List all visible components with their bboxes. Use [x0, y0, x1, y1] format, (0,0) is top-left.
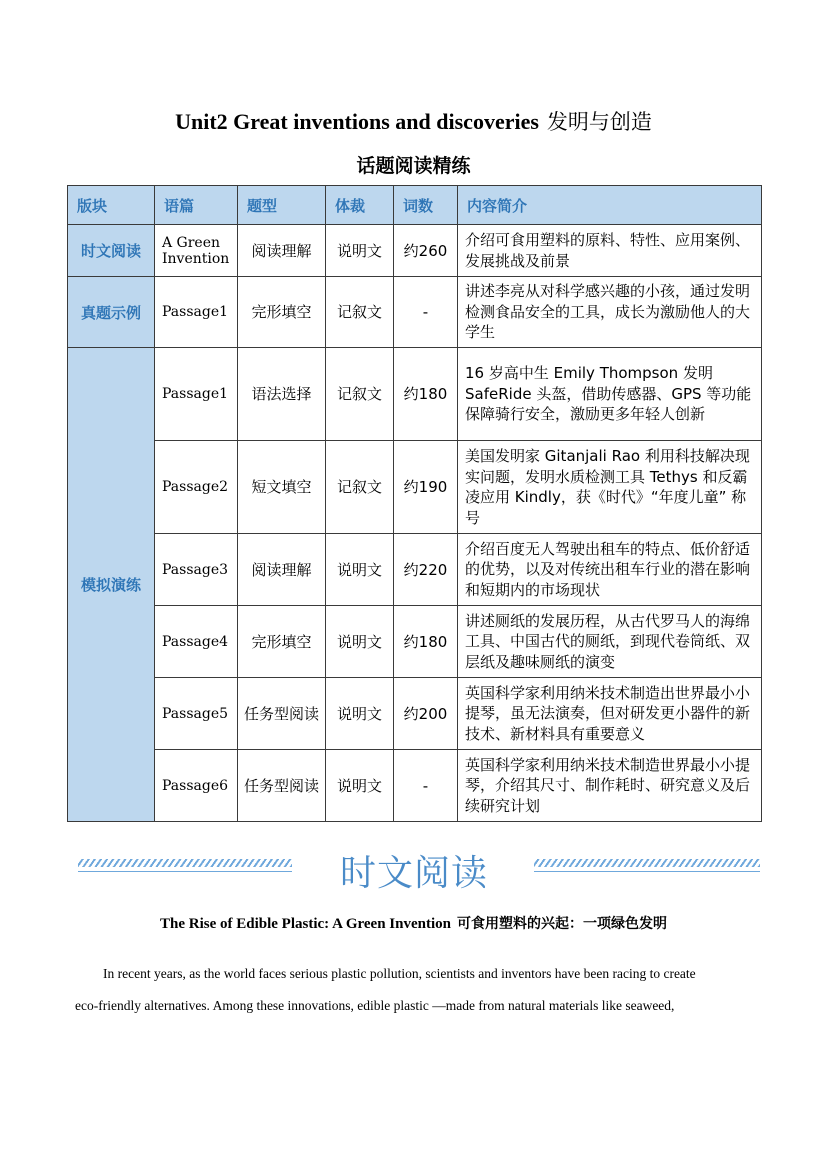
question-type-cell: 语法选择: [238, 348, 326, 441]
summary-cell: 介绍百度无人驾驶出租车的特点、低价舒适的优势，以及对传统出租车行业的潜在影响和短期内的市场现状: [458, 534, 762, 606]
article-title: [0, 913, 827, 933]
article-title-cn: 可食用塑料的兴起：一项绿色发明: [456, 916, 667, 932]
table-row: [68, 606, 762, 678]
summary-cell: 英国科学家利用纳米技术制造世界最小小提琴，介绍其尺寸、制作耗时、研究意义及后续研究计划: [458, 750, 762, 822]
word-count-cell: -: [394, 277, 458, 348]
summary-cell: 英国科学家利用纳米技术制造出世界最小小提琴，虽无法演奏，但对研发更小器件的新技术、新材料具有重要意义: [458, 678, 762, 750]
document-title-cn: 发明与创造: [546, 110, 652, 134]
word-count-cell: 约200: [394, 678, 458, 750]
passage-cell: A Green Invention: [155, 225, 238, 277]
question-type-cell: 完形填空: [238, 277, 326, 348]
section-cell: 真题示例: [68, 277, 155, 348]
word-count-cell: 约220: [394, 534, 458, 606]
table-row: [68, 750, 762, 822]
word-count-cell: -: [394, 750, 458, 822]
word-count-cell: 约190: [394, 441, 458, 534]
question-type-cell: 完形填空: [238, 606, 326, 678]
table-row: [68, 534, 762, 606]
banner-line-left: [78, 871, 292, 872]
question-type-cell: 短文填空: [238, 441, 326, 534]
passage-cell: Passage3: [155, 534, 238, 606]
passage-cell: Passage2: [155, 441, 238, 534]
passage-cell: Passage1: [155, 277, 238, 348]
header-question-type: 题型: [238, 186, 326, 225]
question-type-cell: 阅读理解: [238, 534, 326, 606]
banner-line-right: [534, 871, 760, 872]
document-title: [0, 106, 827, 136]
question-type-cell: 阅读理解: [238, 225, 326, 277]
table-row: [68, 678, 762, 750]
article-line: eco-friendly alternatives. Among these innovations, edible plastic —made from natural materials like seaweed,: [75, 998, 675, 1013]
genre-cell: 说明文: [326, 750, 394, 822]
summary-cell: 讲述李亮从对科学感兴趣的小孩，通过发明检测食品安全的工具，成长为激励他人的大学生: [458, 277, 762, 348]
genre-cell: 记叙文: [326, 277, 394, 348]
article-line: In recent years, as the world faces serious plastic pollution, scientists and inventors have been racing to create: [103, 966, 696, 981]
table-row: [68, 348, 762, 441]
summary-cell: 16 岁高中生 Emily Thompson 发明 SafeRide 头盔，借助传感器、GPS 等功能保障骑行安全，激励更多年轻人创新: [458, 348, 762, 441]
table-row: [68, 225, 762, 277]
passage-cell: Passage6: [155, 750, 238, 822]
word-count-cell: 约180: [394, 606, 458, 678]
question-type-cell: 任务型阅读: [238, 678, 326, 750]
table-row: [68, 277, 762, 348]
table-header-row: [68, 186, 762, 225]
summary-cell: 介绍可食用塑料的原料、特性、应用案例、发展挑战及前景: [458, 225, 762, 277]
banner-stripe-right: [534, 859, 760, 867]
word-count-cell: 约260: [394, 225, 458, 277]
header-section: 版块: [68, 186, 155, 225]
genre-cell: 说明文: [326, 606, 394, 678]
summary-cell: 美国发明家 Gitanjali Rao 利用科技解决现实问题，发明水质检测工具 Tethys 和反霸凌应用 Kindly，获《时代》“年度儿童” 称号: [458, 441, 762, 534]
passage-cell: Passage5: [155, 678, 238, 750]
genre-cell: 说明文: [326, 225, 394, 277]
article-body: [75, 958, 755, 1022]
section-cell: 时文阅读: [68, 225, 155, 277]
section-cell: 模拟演练: [68, 348, 155, 822]
header-word-count: 词数: [394, 186, 458, 225]
question-type-cell: 任务型阅读: [238, 750, 326, 822]
genre-cell: 记叙文: [326, 441, 394, 534]
header-summary: 内容简介: [458, 186, 762, 225]
passage-cell: Passage4: [155, 606, 238, 678]
header-passage: 语篇: [155, 186, 238, 225]
table-row: [68, 441, 762, 534]
overview-table: [67, 185, 762, 822]
genre-cell: 说明文: [326, 678, 394, 750]
genre-cell: 记叙文: [326, 348, 394, 441]
banner-stripe-left: [78, 859, 292, 867]
summary-cell: 讲述厕纸的发展历程，从古代罗马人的海绵工具、中国古代的厕纸，到现代卷筒纸、双层纸及趣味厕纸的演变: [458, 606, 762, 678]
word-count-cell: 约180: [394, 348, 458, 441]
section-banner: [76, 847, 762, 893]
genre-cell: 说明文: [326, 534, 394, 606]
article-title-en: The Rise of Edible Plastic: A Green Invention: [160, 916, 451, 932]
document-title-en: Unit2 Great inventions and discoveries: [175, 109, 539, 134]
document-subtitle: 话题阅读精练: [356, 155, 471, 177]
passage-cell: Passage1: [155, 348, 238, 441]
header-genre: 体裁: [326, 186, 394, 225]
banner-heading: 时文阅读: [339, 853, 488, 894]
